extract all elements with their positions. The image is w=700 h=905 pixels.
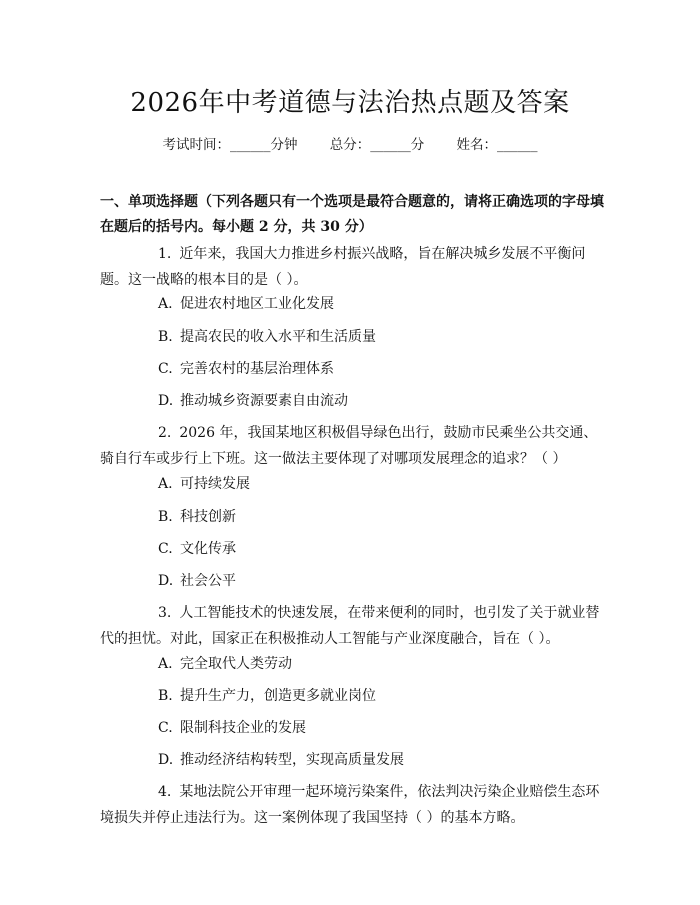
question-1-option-c	[158, 358, 598, 380]
option-text: 科技创新	[180, 509, 236, 525]
question-text: 近年来，我国大力推进乡村振兴战略，旨在解决城乡发展不平衡问题。这一战略的根本目的是（ ）。	[100, 246, 586, 288]
option-letter: A.	[158, 476, 173, 492]
option-letter: A.	[158, 656, 173, 672]
option-text: 推动城乡资源要素自由流动	[180, 393, 348, 409]
question-text: 某地法院公开审理一起环境污染案件，依法判决污染企业赔偿生态环境损失并停止违法行为。这一案例体现了我国坚持（ ）的基本方略。	[100, 784, 600, 826]
question-1-option-a	[158, 293, 598, 315]
question-2-option-a	[158, 473, 598, 495]
option-text: 可持续发展	[180, 476, 250, 492]
option-letter: D.	[158, 573, 174, 589]
option-text: 完善农村的基层治理体系	[180, 361, 334, 377]
option-text: 完全取代人类劳动	[180, 656, 292, 672]
name-field: 姓名：______	[456, 137, 538, 153]
option-letter: C.	[158, 720, 173, 736]
option-text: 促进农村地区工业化发展	[180, 296, 334, 312]
question-number: 2.	[158, 425, 172, 441]
exam-time-field: 考试时间：______分钟	[162, 137, 298, 153]
section-heading-single-choice: 一、单项选择题（下列各题只有一个选项是最符合题意的，请将正确选项的字母填在题后的括号内。每小题 2 分，共 30 分）	[100, 194, 604, 235]
question-2-option-c	[158, 538, 598, 560]
option-letter: B.	[158, 329, 173, 345]
option-text: 限制科技企业的发展	[180, 720, 306, 736]
question-3-option-b	[158, 685, 598, 707]
question-1	[100, 241, 605, 293]
question-3-option-d	[158, 749, 598, 771]
question-number: 1.	[158, 246, 172, 262]
question-4	[100, 779, 605, 831]
option-text: 提高农民的收入水平和生活质量	[180, 329, 376, 345]
option-letter: D.	[158, 752, 174, 768]
option-letter: B.	[158, 688, 173, 704]
question-text: 人工智能技术的快速发展，在带来便利的同时，也引发了关于就业替代的担忧。对此，国家正在积极推动人工智能与产业深度融合，旨在（ ）。	[100, 605, 600, 647]
question-1-option-d	[158, 390, 598, 412]
question-1-option-b	[158, 326, 598, 348]
question-3-option-a	[158, 653, 598, 675]
option-letter: C.	[158, 361, 173, 377]
option-letter: C.	[158, 541, 173, 557]
option-letter: B.	[158, 509, 173, 525]
option-text: 社会公平	[180, 573, 236, 589]
option-text: 推动经济结构转型，实现高质量发展	[180, 752, 404, 768]
option-letter: D.	[158, 393, 174, 409]
question-2-option-b	[158, 506, 598, 528]
option-text: 文化传承	[180, 541, 236, 557]
question-number: 3.	[158, 605, 172, 621]
question-3	[100, 600, 605, 652]
question-2	[100, 420, 605, 472]
exam-info-line	[0, 133, 700, 153]
option-text: 提升生产力，创造更多就业岗位	[180, 688, 376, 704]
total-score-field: 总分：______分	[329, 137, 425, 153]
question-number: 4.	[158, 784, 172, 800]
question-text: 2026 年，我国某地区积极倡导绿色出行，鼓励市民乘坐公共交通、骑自行车或步行上下班。这一做法主要体现了对哪项发展理念的追求？（ ）	[100, 425, 598, 467]
question-2-option-d	[158, 570, 598, 592]
question-3-option-c	[158, 717, 598, 739]
option-letter: A.	[158, 296, 173, 312]
document-title: 2026年中考道德与法治热点题及答案	[130, 88, 570, 118]
